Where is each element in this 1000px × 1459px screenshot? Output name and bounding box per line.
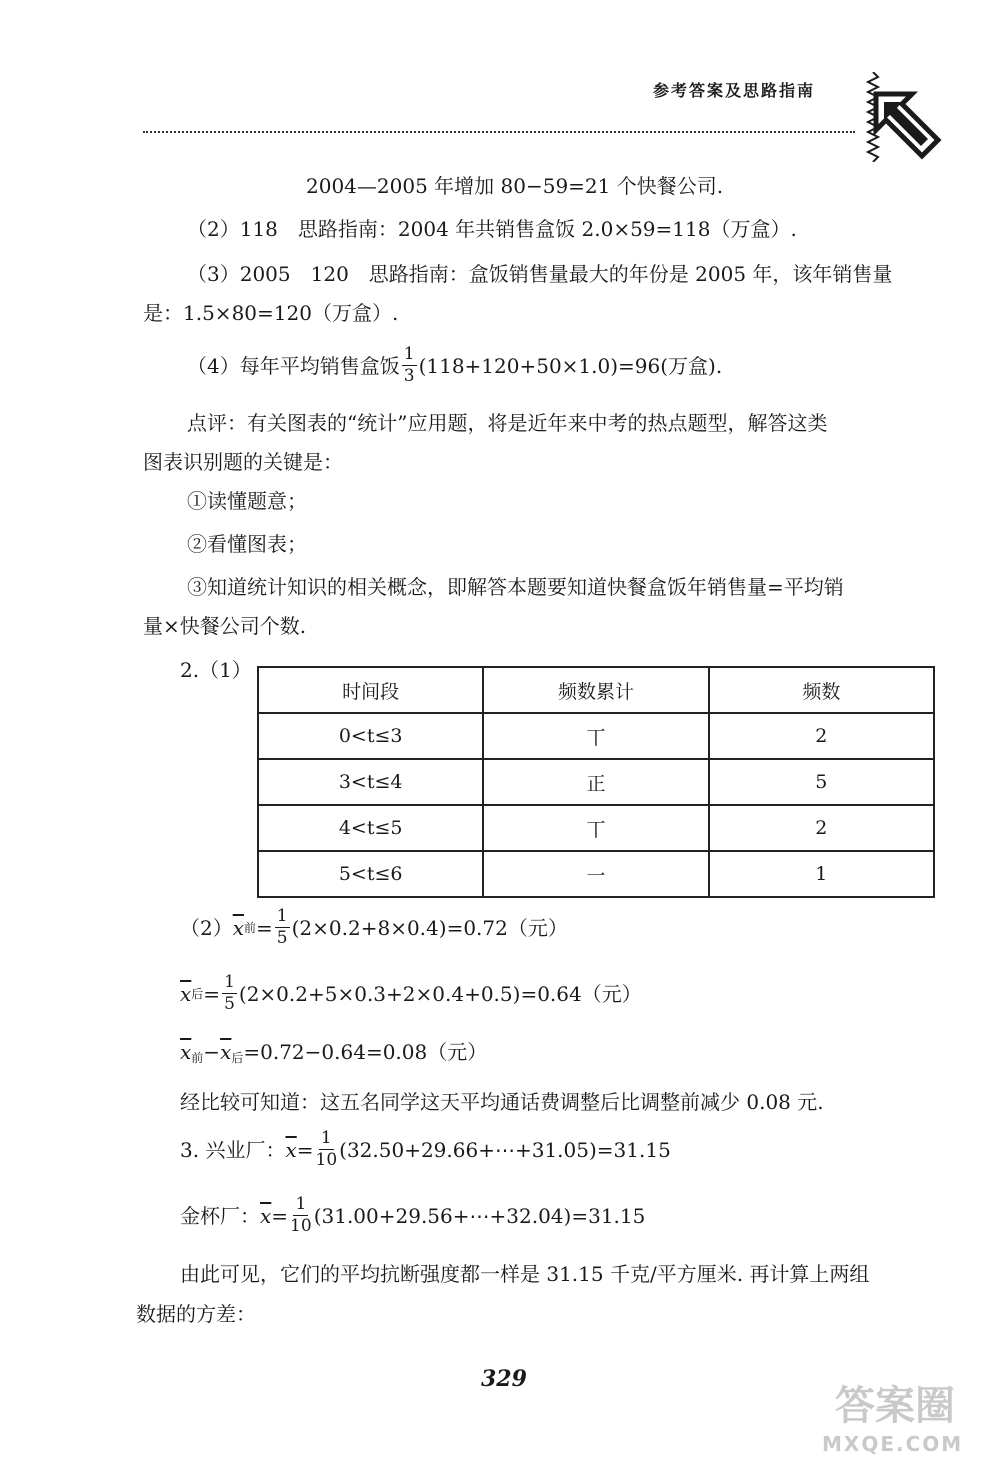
line4-prefix: （4）每年平均销售盒饭 (187, 353, 400, 378)
table-cell: 5<t≤6 (258, 851, 483, 897)
table-cell: 丅 (483, 805, 708, 851)
table-header-cell: 频数 (709, 667, 934, 713)
table-header-row (258, 667, 934, 713)
arrow-icon (872, 90, 942, 164)
key-point-1: ①读懂题意； (187, 489, 307, 513)
fraction-one-tenth: $\frac{1}{10}$ (315, 1128, 338, 1170)
calc-jinbei-mean: 金杯厂： $\overline{x}$ = $\frac{1}{10}$ (31.00+29.56+⋯+32.04)=31.15 (180, 1194, 646, 1236)
calc-mean-after: $\overline{x}$ 后 = $\frac{1}{5}$ (2×0.2+5×0.3+2×0.4+0.5)=0.64（元） (180, 972, 642, 1014)
calc-mean-before: （2） $\overline{x}$ 前 = $\frac{1}{5}$ (2×0.2+8×0.4)=0.72（元） (180, 906, 568, 948)
table-row (258, 851, 934, 897)
header-divider (143, 131, 855, 133)
key-point-3b: 量×快餐公司个数. (143, 614, 307, 638)
question-2-label: 2.（1） (180, 658, 252, 682)
calc-text-1: 由此可见，它们的平均抗断强度都一样是 31.15 千克/平方厘米. 再计算上两组 (180, 1262, 870, 1286)
table-row (258, 805, 934, 851)
watermark-logo: 答案圈 (835, 1383, 955, 1429)
table-cell: 正 (483, 759, 708, 805)
text-line-3b: 是：1.5×80=120（万盒）. (143, 301, 399, 325)
comment-line-1: 点评：有关图表的“统计”应用题，将是近年来中考的热点题型，解答这类 (187, 411, 828, 435)
text-line-2: （2）118 思路指南：2004 年共销售盒饭 2.0×59=118（万盒）. (187, 217, 797, 241)
table-cell: 3<t≤4 (258, 759, 483, 805)
calc-mean-difference: $\overline{x}_前-\overline{x}_后=0.72-0.64=0.08$（元） (180, 1040, 488, 1065)
table-cell: 5 (709, 759, 934, 805)
text-line-1: 2004—2005 年增加 80−59=21 个快餐公司. (306, 174, 724, 198)
table-cell: 2 (709, 713, 934, 759)
watermark-url: MXQE.COM (822, 1432, 964, 1456)
table-row (258, 759, 934, 805)
table-cell: 丅 (483, 713, 708, 759)
table-cell: 4<t≤5 (258, 805, 483, 851)
table-header-cell: 频数累计 (483, 667, 708, 713)
table-row (258, 713, 934, 759)
table-cell: 0<t≤3 (258, 713, 483, 759)
calc-text-2: 数据的方差： (136, 1302, 256, 1326)
fraction-one-fifth: $\frac{1}{5}$ (224, 972, 235, 1014)
comment-line-2: 图表识别题的关键是： (143, 450, 343, 474)
key-point-3a: ③知道统计知识的相关概念，即解答本题要知道快餐盒饭年销售量=平均销 (187, 575, 844, 599)
calc-conclusion: 经比较可知道：这五名同学这天平均通话费调整后比调整前减少 0.08 元. (180, 1090, 824, 1114)
table-cell: 一 (483, 851, 708, 897)
calc-xingye-mean: 3. 兴业厂： $\overline{x}$ = $\frac{1}{10}$ (32.50+29.66+⋯+31.05)=31.15 (180, 1128, 671, 1170)
page-number: 329 (481, 1366, 527, 1392)
fraction-one-third: $\frac{1}{3}$ (403, 344, 415, 386)
key-point-2: ②看懂图表； (187, 532, 307, 556)
table-header-cell: 时间段 (258, 667, 483, 713)
fraction-one-tenth: $\frac{1}{10}$ (290, 1194, 312, 1236)
table-cell: 1 (709, 851, 934, 897)
text-line-3a: （3）2005 120 思路指南：盒饭销售量最大的年份是 2005 年，该年销售量 (187, 262, 893, 286)
frequency-table (257, 666, 935, 898)
header-title: 参考答案及思路指南 (653, 81, 816, 100)
fraction-one-fifth: $\frac{1}{5}$ (276, 906, 288, 948)
text-line-4 (187, 346, 722, 385)
line4-expression: (118+120+50×1.0)=96(万盒). (418, 353, 723, 378)
table-cell: 2 (709, 805, 934, 851)
